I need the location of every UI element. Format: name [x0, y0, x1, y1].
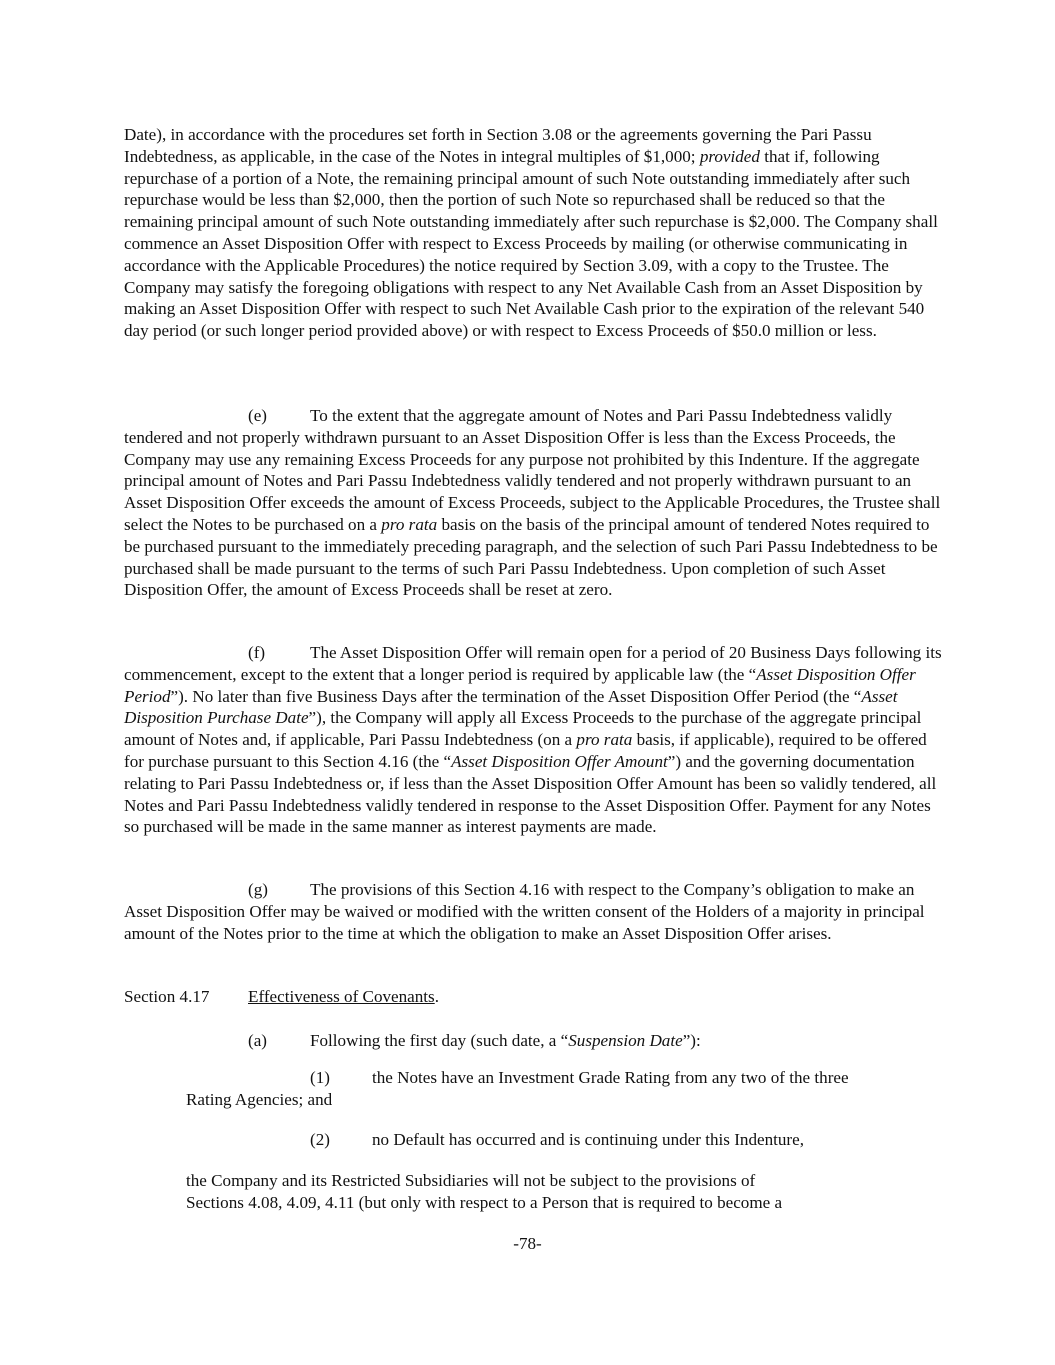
- section-title: Effectiveness of Covenants: [248, 987, 435, 1006]
- defined-term: Asset Disposition Offer Amount: [451, 751, 668, 771]
- text: ”), the Company will apply all Excess Proceeds to the purchase of the aggregate principal amount of Notes and, if applicable, Pari Passu Indebtedness (on a: [124, 708, 922, 750]
- text: .: [434, 987, 439, 1006]
- paragraph-tail: [186, 1170, 886, 1214]
- text: ”) and the governing documentation relating to Pari Passu Indebtedness or, if less than the Asset Disposition Offer Amount has been so validly tendered, all Notes and Pari Passu Indebtedness validly tendered in response to the Asset Disposition Offer. Payment for any Notes so purchased will be made in the same manner as interest payments are made.: [124, 751, 937, 837]
- text: the Notes have an Investment Grade Rating from any two of the three: [372, 1068, 849, 1087]
- defined-term: Asset Disposition Offer Period: [124, 664, 916, 706]
- paragraph-label: (g): [248, 880, 268, 899]
- text: ”):: [682, 1031, 701, 1050]
- paragraph-continuation: [124, 124, 944, 342]
- text: To the extent that the aggregate amount of Notes and Pari Passu Indebtedness validly tendered and not properly withdrawn pursuant to an Asset Disposition Offer is less than the Excess Proceeds, the Company may use any remaining Excess Proceeds for any purpose not prohibited by this Indenture. If the aggregate principal amount of Notes and Pari Passu Indebtedness validly tendered and not properly withdrawn pursuant to an Asset Disposition Offer exceeds the amount of Excess Proceeds, subject to the Applicable Procedures, the Trustee shall select the Notes to be purchased on a: [124, 406, 941, 534]
- paragraph-g: [124, 879, 944, 944]
- page-number: -78-: [513, 1234, 542, 1253]
- clause-label: (2): [310, 1130, 330, 1149]
- text: that if, following repurchase of a portion of a Note, the remaining principal amount of such Note outstanding immediately after such repurchase would be less than $2,000, then the portion of such Note so repurchased shall be reduced so that the remaining principal amount of such Note outstanding immediately after such repurchase is $2,000. The Company shall commence an Asset Disposition Offer with respect to Excess Proceeds by mailing (or otherwise communicating in accordance with the Applicable Procedures) the notice required by Section 3.09, with a copy to the Trustee. The Company may satisfy the foregoing obligations with respect to any Net Available Cash from an Asset Disposition by making an Asset Disposition Offer with respect to such Net Available Cash prior to the expiration of the relevant 540 day period (or such longer period provided above) or with respect to Excess Proceeds of $50.0 million or less.: [124, 146, 938, 341]
- paragraph-label: (a): [248, 1031, 267, 1050]
- paragraph-label: (f): [248, 643, 266, 662]
- italic-term: provided: [699, 146, 760, 166]
- paragraph-e: [124, 405, 944, 601]
- text: Following the first day (such date, a “: [310, 1031, 569, 1050]
- text: The Asset Disposition Offer will remain open for a period of 20 Business Days following its commencement, except to the extent that a longer period is required by applicable law (the “: [124, 643, 942, 684]
- italic-term: pro rata: [576, 730, 633, 750]
- defined-term: Suspension Date: [568, 1031, 683, 1050]
- paragraph-label: (e): [248, 406, 267, 425]
- text: Rating Agencies; and: [186, 1089, 333, 1109]
- text: Sections 4.08, 4.09, 4.11 (but only with respect to a Person that is required to become a: [186, 1192, 783, 1212]
- text: ”). No later than five Business Days after the termination of the Asset Disposition Offer Period (the “: [170, 686, 862, 706]
- section-heading: [124, 986, 944, 1008]
- text: basis, if applicable), required to be offered for purchase pursuant to this Section 4.16 (the “: [124, 730, 927, 771]
- section-number: Section 4.17: [124, 987, 210, 1006]
- text: basis on the basis of the principal amount of tendered Notes required to be purchased pursuant to the immediately preceding paragraph, and the selection of such Pari Passu Indebtedness to be purchased shall be made pursuant to the terms of such Pari Passu Indebtedness. Upon completion of such Asset Disposition Offer, the amount of Excess Proceeds shall be reset at zero.: [124, 514, 938, 600]
- italic-term: pro rata: [381, 514, 438, 534]
- clause-label: (1): [310, 1068, 330, 1087]
- subsection-a: [248, 1030, 948, 1052]
- text: no Default has occurred and is continuing under this Indenture,: [372, 1130, 804, 1149]
- clause-1: [186, 1067, 946, 1111]
- defined-term: Asset Disposition Purchase Date: [124, 686, 898, 728]
- text: Date), in accordance with the procedures set forth in Section 3.08 or the agreements governing the Pari Passu Indebtedness, as applicable, in the case of the Notes in integral multiples of $1,000;: [124, 125, 872, 166]
- paragraph-f: [124, 642, 944, 838]
- clause-2: [310, 1129, 932, 1151]
- text: the Company and its Restricted Subsidiaries will not be subject to the provisions of: [186, 1171, 756, 1190]
- text: The provisions of this Section 4.16 with respect to the Company’s obligation to make an Asset Disposition Offer may be waived or modified with the written consent of the Holders of a majority in principal amount of the Notes prior to the time at which the obligation to make an Asset Disposition Offer arises.: [124, 880, 925, 943]
